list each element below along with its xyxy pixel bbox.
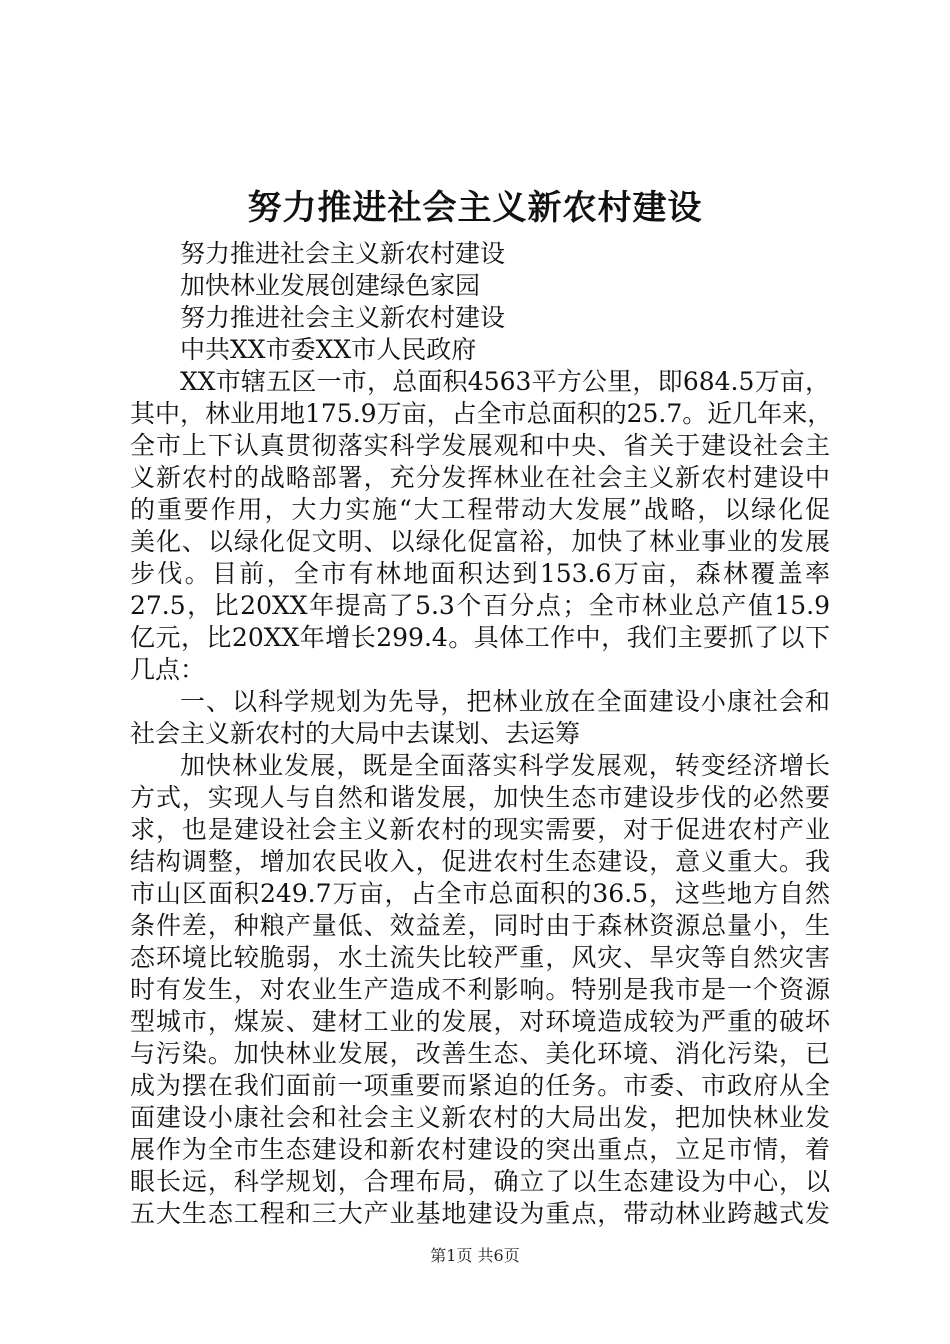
text-line: 中共XX市委XX市人民政府 <box>180 335 477 364</box>
text-line: 眼长远，科学规划，合理布局，确立了以生态建设为中心，以 <box>130 1167 830 1196</box>
text-line: 美化、以绿化促文明、以绿化促富裕，加快了林业事业的发展 <box>130 527 830 556</box>
text-line: 五大生态工程和三大产业基地建设为重点，带动林业跨越式发 <box>130 1199 830 1228</box>
text-line: 27.5，比20XX年提高了5.3个百分点；全市林业总产值15.9 <box>130 591 830 620</box>
text-line: 结构调整，增加农民收入，促进农村生态建设，意义重大。我 <box>130 847 830 876</box>
text-line: 加快林业发展，既是全面落实科学发展观，转变经济增长 <box>180 751 830 780</box>
text-line: 时有发生，对农业生产造成不利影响。特别是我市是一个资源 <box>130 975 830 1004</box>
text-line: 一、以科学规划为先导，把林业放在全面建设小康社会和 <box>180 687 830 716</box>
text-line: 加快林业发展创建绿色家园 <box>180 271 481 300</box>
text-line: 成为摆在我们面前一项重要而紧迫的任务。市委、市政府从全 <box>130 1071 830 1100</box>
text-line: 与污染。加快林业发展，改善生态、美化环境、消化污染，已 <box>130 1039 830 1068</box>
text-line: 方式，实现人与自然和谐发展，加快生态市建设步伐的必然要 <box>130 783 830 812</box>
text-line: 努力推进社会主义新农村建设 <box>180 303 506 332</box>
text-line: 求，也是建设社会主义新农村的现实需要，对于促进农村产业 <box>130 815 830 844</box>
text-line: 面建设小康社会和社会主义新农村的大局出发，把加快林业发 <box>130 1103 830 1132</box>
text-line: 其中，林业用地175.9万亩，占全市总面积的25.7。近几年来， <box>130 399 833 428</box>
text-line: 努力推进社会主义新农村建设 <box>180 239 506 268</box>
page-footer: 第1页 共6页 <box>430 1246 520 1265</box>
text-line: 条件差，种粮产量低、效益差，同时由于森林资源总量小，生 <box>130 911 830 940</box>
text-line: 型城市，煤炭、建材工业的发展，对环境造成较为严重的破坏 <box>130 1007 830 1036</box>
text-line: 亿元，比20XX年增长299.4。具体工作中，我们主要抓了以下 <box>130 623 830 652</box>
text-line: 市山区面积249.7万亩，占全市总面积的36.5，这些地方自然 <box>130 879 830 908</box>
text-line: 态环境比较脆弱，水土流失比较严重，风灾、旱灾等自然灾害 <box>130 943 830 972</box>
text-line: 的重要作用，大力实施“大工程带动大发展”战略，以绿化促 <box>130 495 830 524</box>
document-body <box>130 238 833 1230</box>
document-title: 努力推进社会主义新农村建设 <box>247 188 703 228</box>
text-line: 展作为全市生态建设和新农村建设的突出重点，立足市情，着 <box>130 1135 830 1164</box>
text-line: 步伐。目前，全市有林地面积达到153.6万亩，森林覆盖率 <box>130 559 830 588</box>
text-line: 几点： <box>130 655 206 684</box>
text-line: 义新农村的战略部署，充分发挥林业在社会主义新农村建设中 <box>130 463 830 492</box>
text-line: 全市上下认真贯彻落实科学发展观和中央、省关于建设社会主 <box>130 431 830 460</box>
text-line: 社会主义新农村的大局中去谋划、去运筹 <box>130 719 581 748</box>
text-line: XX市辖五区一市，总面积4563平方公里，即684.5万亩， <box>180 367 830 396</box>
